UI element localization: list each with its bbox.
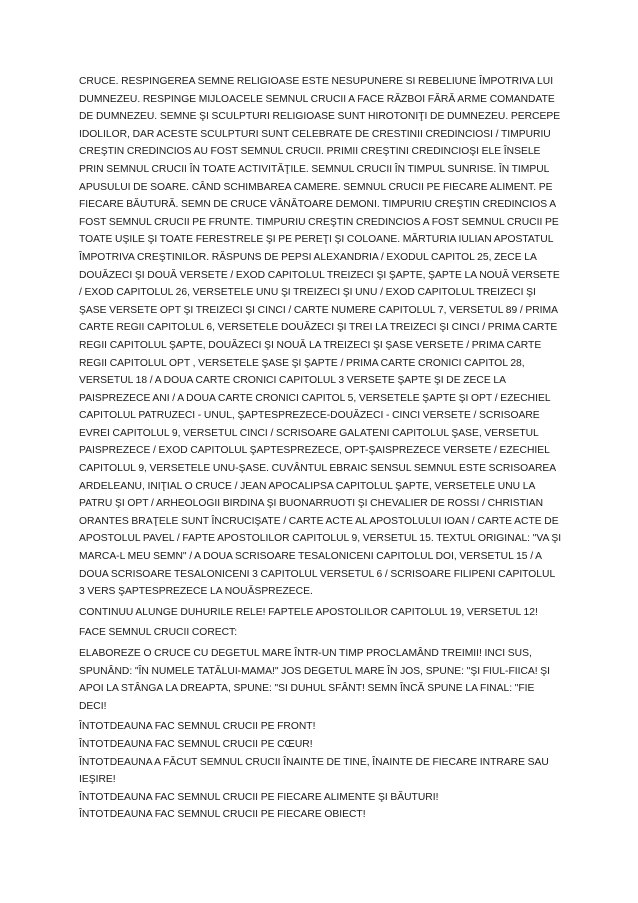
body-paragraph-evil-spirits: CONTINUU ALUNGE DUHURILE RELE! FAPTELE APOSTOLILOR CAPITOLUL 19, VERSETUL 12! xyxy=(79,606,538,618)
body-paragraph-main: CRUCE. RESPINGEREA SEMNE RELIGIOASE ESTE NESUPUNERE SI REBELIUNE ÎMPOTRIVA LUI DUMNEZEU. RESPINGE MIJLOACELE SEMNUL CRUCII A FACE RĂZBOI FĂRĂ ARME COMANDATE DE DUMNEZEU. SEMNE ŞI SCULPTURI RELIGIOASE SUNT HIROTONIŢI DE DUMNEZEU. PERCEPE IDOLILOR, DAR ACESTE SCULPTURI SUNT CELEBRATE DE CRESTINII CREDINCIOSI / TIMPURIU CREŞTIN CREDINCIOS AU FOST SEMNUL CRUCII. PRIMII CREŞTINI CREDINCIOŞI ELE ÎNSELE PRIN SEMNUL CRUCII ÎN TOATE ACTIVITĂŢILE. SEMNUL CRUCII ÎN TIMPUL SUNRISE. ÎN TIMPUL APUSULUI DE SOARE. CÂND SCHIMBAREA CAMERE. SEMNUL CRUCII PE FIECARE ALIMENT. PE FIECARE BĂUTURĂ. SEMN DE CRUCE VÂNĂTOARE DEMONI. TIMPURIU CREŞTIN CREDINCIOS A FOST SEMNUL CRUCII PE FRUNTE. TIMPURIU CREŞTIN CREDINCIOS A FOST SEMNUL CRUCII PE TOATE UŞILE ŞI TOATE FERESTRELE ŞI PE PEREŢI ŞI COLOANE. MĂRTURIA IULIAN APOSTATUL ÎMPOTRIVA CREŞTINILOR. RĂSPUNS DE PEPSI ALEXANDRIA / EXODUL CAPITOL 25, ZECE LA DOUĂZECI ŞI DOUĂ VERSETE / EXOD CAPITOLUL TREIZECI ŞI ŞAPTE, ŞAPTE LA NOUĂ VERSETE / EXOD CAPITOLUL 26, VERSETELE UNU ŞI TREIZECI ŞI UNU / EXOD CAPITOLUL TREIZECI ŞI ŞASE VERSETE OPT ŞI TREIZECI ŞI CINCI / CARTE NUMERE CAPITOLUL 7, VERSETUL 89 / PRIMA CARTE REGII CAPITOLUL 6, VERSETELE DOUĂZECI ŞI TREI LA TREIZECI ŞI CINCI / PRIMA CARTE REGII CAPITOLUL ŞAPTE, DOUĂZECI ŞI NOUĂ LA TREIZECI ŞI ŞASE VERSETE / PRIMA CARTE REGII CAPITOLUL OPT , VERSETELE ŞASE ŞI ŞAPTE / PRIMA CARTE CRONICI CAPITOL 28, VERSETUL 18 / A DOUA CARTE CRONICI CAPITOLUL 3 VERSETE ŞAPTE ŞI DE ZECE LA PAISPREZECE ANI / A DOUA CARTE CRONICI CAPITOL 5, VERSETELE ŞAPTE ŞI OPT / EZECHIEL CAPITOLUL PATRUZECI - UNUL, ŞAPTESPREZECE-DOUĂZECI - CINCI VERSETE / SCRISOARE EVREI CAPITOLUL 9, VERSETUL CINCI / SCRISOARE GALATENI CAPITOLUL ŞASE, VERSETUL PAISPREZECE / EXOD CAPITOLUL ŞAPTESPREZECE, OPT-ŞAISPREZECE VERSETE / EZECHIEL CAPITOLUL 9, VERSETELE UNU-ŞASE. CUVÂNTUL EBRAIC SENSUL SEMNUL ESTE SCRISOAREA ARDELEANU, INIŢIAL O CRUCE / JEAN APOCALIPSA CAPITOLUL ŞAPTE, VERSETELE UNU LA PATRU ŞI OPT / ARHEOLOGII BIRDINA ŞI BUONARRUOTI ŞI CHEVALIER DE ROSSI / CHRISTIAN ORANTES BRAŢELE SUNT ÎNCRUCIŞATE / CARTE ACTE AL APOSTOLULUI IOAN / CARTE ACTE DE APOSTOLUL PAVEL / FAPTE APOSTOLILOR CAPITOLUL 9, VERSETUL 15. TEXTUL ORIGINAL: "VA ŞI MARCA-L MEU SEMN" / A DOUA SCRISOARE TESALONICENI CAPITOLUL DOI, VERSETUL 15 / A DOUA SCRISOARE TESALONICENI 3 CAPITOLUL VERSETUL 6 / SCRISOARE FILIPENI CAPITOLUL 3 VERS ŞAPTESPREZECE LA NOUĂSPREZECE. xyxy=(79,76,562,598)
body-paragraph-always-list: ÎNTOTDEAUNA FAC SEMNUL CRUCII PE FRONT! ÎNTOTDEAUNA FAC SEMNUL CRUCII PE CŒUR! ÎNTOTDEAUNA A FĂCUT SEMNUL CRUCII ÎNAINTE DE TINE, ÎNAINTE DE FIECARE INTRARE SAU IEŞIRE! ÎNTOTDEAUNA FAC SEMNUL CRUCII PE FIECARE ALIMENTE ŞI BĂUTURI! ÎNTOTDEAUNA FAC SEMNUL CRUCII PE FIECARE OBIECT! xyxy=(79,721,549,821)
body-paragraph-heading-correct-sign: FACE SEMNUL CRUCII CORECT: xyxy=(79,627,238,639)
body-paragraph-instructions: ELABOREZE O CRUCE CU DEGETUL MARE ÎNTR-UN TIMP PROCLAMÂND TREIMII! INCI SUS, SPUNÂND: "ÎN NUMELE TATĂLUI-MAMA!" JOS DEGETUL MARE ÎN JOS, SPUNE: "ŞI FIUL-FIICA! ŞI APOI LA STÂNGA LA DREAPTA, SPUNE: "SI DUHUL SFÂNT! SEMN ÎNCĂ SPUNE LA FINAL: "FIE DECI! xyxy=(79,648,551,712)
document-page xyxy=(79,73,563,827)
